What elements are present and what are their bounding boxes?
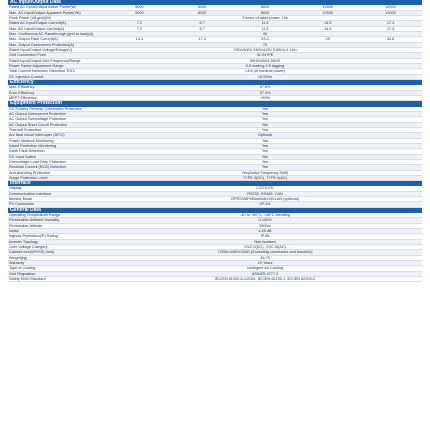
spec-values bbox=[108, 133, 422, 137]
spec-value-span: 0.8 leading-0.8 lagging bbox=[245, 63, 285, 68]
spec-label: Rated Input/Output Voltage/Range(V) bbox=[9, 47, 73, 52]
spec-value: 5000 bbox=[135, 10, 144, 15]
spec-label: AC Output Short Circuit Protection bbox=[9, 122, 67, 127]
spec-values bbox=[108, 176, 422, 180]
spec-label: Max. AC Input/Output Current(A) bbox=[9, 26, 65, 31]
spec-value-span: 45 bbox=[262, 31, 268, 36]
spec-value-span: Yes bbox=[261, 149, 269, 154]
spec-value-span: 10 Years bbox=[257, 261, 273, 266]
spec-label: PV Connection bbox=[9, 202, 35, 207]
spec-label: Rated AC Input/Output Active Power(W) bbox=[9, 5, 77, 10]
spec-values bbox=[108, 224, 422, 228]
spec-value: 6000 bbox=[197, 10, 207, 15]
spec-values bbox=[108, 202, 422, 206]
spec-value-span: 2 times of rated power, 10s bbox=[242, 15, 288, 20]
spec-value-span: 3L+N+PE bbox=[256, 53, 274, 58]
spec-value: 7.2 bbox=[136, 21, 143, 26]
spec-value-span: Yes bbox=[261, 127, 269, 132]
spec-values bbox=[108, 85, 422, 89]
spec-values bbox=[108, 165, 422, 169]
spec-values bbox=[108, 155, 422, 159]
spec-value: 34.8 bbox=[386, 37, 395, 42]
spec-value-span: OVC II(DC), OVC III(AC) bbox=[244, 245, 286, 250]
spec-value-span: 720W×440H×254D (Excluding connectors and brackets) bbox=[217, 250, 313, 255]
spec-label: Surge Protection Level bbox=[9, 175, 48, 180]
section-header: General Data bbox=[8, 208, 422, 213]
spec-value-span: 0-100% bbox=[258, 218, 272, 223]
spec-label: Earth Fault Detection bbox=[9, 149, 45, 154]
spec-value-span: Yes bbox=[261, 106, 269, 111]
spec-value-span: IP 65 bbox=[260, 234, 270, 239]
spec-label: Rated AC Input/Output Current(A) bbox=[9, 21, 66, 26]
spec-label: Power Network Monitoring bbox=[9, 138, 54, 143]
spec-label: Island Protection Monitoring bbox=[9, 143, 57, 148]
spec-values bbox=[108, 48, 422, 52]
spec-values bbox=[108, 256, 422, 260]
spec-values bbox=[108, 261, 422, 265]
spec-label: Thermal Protection bbox=[9, 127, 42, 132]
spec-values bbox=[108, 197, 422, 201]
spec-value: 12000 bbox=[385, 5, 396, 10]
spec-label: Peak Power (off-grid)(W) bbox=[9, 15, 51, 20]
spec-values bbox=[108, 27, 422, 31]
spec-values bbox=[108, 149, 422, 153]
section-header: Interface bbox=[8, 181, 422, 186]
spec-values bbox=[108, 266, 422, 270]
spec-label: Weight(kg) bbox=[9, 255, 28, 260]
spec-value: 8000 bbox=[260, 5, 270, 10]
spec-value: 8.7 bbox=[199, 21, 205, 26]
spec-label: MPPT Efficiency bbox=[9, 95, 37, 100]
spec-label: Display bbox=[9, 186, 22, 191]
spec-label: Warranty bbox=[9, 261, 25, 266]
spec-values bbox=[108, 123, 422, 127]
spec-value-span: RS232, RS485, CAN bbox=[247, 191, 283, 196]
spec-value: 5000 bbox=[135, 5, 144, 10]
spec-row bbox=[8, 277, 422, 282]
spec-value-span: 97.0% bbox=[259, 90, 271, 95]
spec-values bbox=[108, 229, 422, 233]
spec-label: Noise bbox=[9, 229, 19, 234]
spec-value-span: 39.75 bbox=[260, 255, 270, 260]
spec-values bbox=[108, 53, 422, 57]
spec-label: Monitor Mode bbox=[9, 197, 33, 202]
spec-label: Arc fault circuit interrupter (AFCI) bbox=[9, 133, 65, 138]
spec-value: 14.5 bbox=[324, 21, 332, 26]
spec-value: 10000 bbox=[322, 5, 334, 10]
spec-label: Residual Current (RCD) Detection bbox=[9, 165, 67, 170]
spec-value-span: <0.5%In bbox=[257, 74, 273, 79]
spec-label: DC Polarity Reverse Connection Protection bbox=[9, 106, 82, 111]
spec-value-span: Yes bbox=[261, 117, 269, 122]
spec-value: 12000 bbox=[385, 10, 396, 15]
spec-value-span: Optional bbox=[257, 133, 273, 138]
spec-values bbox=[108, 250, 422, 254]
spec-value: 7.2 bbox=[136, 26, 143, 31]
spec-value-span: TYPE II(DC), TYPE II(AC) bbox=[242, 175, 288, 180]
spec-value: 11.6 bbox=[261, 21, 269, 26]
spec-label: Max. Continuous AC Passthrough (grid to load)(A) bbox=[9, 31, 94, 36]
spec-label: Max. Output Fault Current(A) bbox=[9, 37, 58, 42]
spec-label: Euro Efficiency bbox=[9, 90, 35, 95]
spec-values bbox=[108, 64, 422, 68]
spec-label: Rated Input/Output Grid Frequency/Range bbox=[9, 58, 81, 63]
spec-values bbox=[108, 16, 422, 20]
spec-value-span: 50HZ/45HZ-55HZ bbox=[249, 58, 281, 63]
spec-values bbox=[108, 277, 422, 281]
spec-values bbox=[108, 171, 422, 175]
spec-value: 14.4 bbox=[135, 37, 144, 42]
spec-values bbox=[108, 107, 422, 111]
section-header: Efficiency bbox=[8, 80, 422, 85]
spec-value-span: Yes bbox=[261, 154, 269, 159]
spec-value-span: Yes bbox=[261, 159, 269, 164]
spec-values bbox=[108, 112, 422, 116]
spec-label: Anti-islanding Protection bbox=[9, 170, 50, 175]
spec-values bbox=[108, 139, 422, 143]
spec-values bbox=[108, 5, 422, 9]
spec-value: 17.4 bbox=[386, 21, 395, 26]
spec-label: Max. AC Input/Output Apparent Power(VA) bbox=[9, 10, 81, 15]
spec-value-span: Yes bbox=[261, 122, 269, 127]
spec-values bbox=[108, 160, 422, 164]
spec-label: Grid Connection Form bbox=[9, 53, 47, 58]
spec-label: Operating Temperature Range bbox=[9, 213, 61, 218]
spec-values bbox=[108, 69, 422, 73]
spec-value-span: Yes(Active Frequency Shift) bbox=[241, 170, 289, 175]
spec-label: AC Output Overcurrent Protection bbox=[9, 111, 66, 116]
spec-label: Power Factor Adjustment Range bbox=[9, 63, 64, 68]
spec-value-span: 230V/400V 240V/415V 0.85Un-1.1Un bbox=[233, 47, 297, 52]
spec-value: 29 bbox=[325, 37, 330, 42]
spec-value: 11.6 bbox=[261, 26, 269, 31]
spec-value-span: 97.6% bbox=[259, 85, 271, 90]
spec-values bbox=[108, 213, 422, 217]
spec-value-span: Yes bbox=[261, 143, 269, 148]
spec-values bbox=[108, 186, 422, 190]
spec-value-span: Non-isolated bbox=[254, 239, 276, 244]
spec-value: 17.4 bbox=[386, 26, 395, 31]
spec-values bbox=[108, 75, 422, 79]
spec-values bbox=[108, 96, 422, 100]
spec-values bbox=[108, 240, 422, 244]
spec-value-span: LCD+LED bbox=[256, 186, 274, 191]
spec-values bbox=[108, 272, 422, 276]
spec-value-span: <3% (of nominal power) bbox=[244, 69, 286, 74]
spec-label: AC Output Overvoltage Protection bbox=[9, 117, 67, 122]
section-header: AC Input/Output Data bbox=[8, 0, 422, 5]
spec-label: Safety EMC/Standard bbox=[9, 277, 46, 282]
spec-value-span: GPRS/WiFi/Bluetooth/4G/LAN (optional) bbox=[231, 197, 299, 202]
spec-value-span: AS/NZS 4777.2 bbox=[251, 271, 279, 276]
spec-values bbox=[108, 218, 422, 222]
spec-values bbox=[108, 128, 422, 132]
spec-label: Permissible Altitude bbox=[9, 223, 43, 228]
spec-label: DC Input Switch bbox=[9, 154, 37, 159]
spec-values bbox=[108, 43, 422, 47]
spec-label: Max. Output Overcurrent Protection(A) bbox=[9, 42, 74, 47]
spec-label: Inverter Topology bbox=[9, 239, 39, 244]
spec-value-span: 2000m bbox=[259, 223, 271, 228]
spec-values bbox=[108, 59, 422, 63]
spec-label: Max. Efficiency bbox=[9, 85, 35, 90]
spec-value-span: Intelligent Air Cooling bbox=[247, 266, 283, 271]
spec-value: 14.5 bbox=[324, 26, 332, 31]
spec-label: Permissible Ambient Humidity bbox=[9, 218, 60, 223]
spec-label: Communication Interface bbox=[9, 191, 52, 196]
spec-label: Grid Regulation bbox=[9, 271, 36, 276]
spec-value-span: IEC/EN 61000-6-1/2/3/4, IEC/EN 62109-1, IEC/EN 62109-2 bbox=[214, 277, 316, 282]
spec-sheet bbox=[8, 0, 422, 282]
spec-values bbox=[108, 11, 422, 15]
spec-value: 10000 bbox=[322, 10, 334, 15]
spec-value-span: VP-D4 bbox=[259, 202, 271, 207]
spec-value: 8.7 bbox=[199, 26, 205, 31]
spec-values bbox=[108, 144, 422, 148]
spec-label: Cabinet size(W*H*D) (mm) bbox=[9, 250, 55, 255]
spec-values bbox=[108, 117, 422, 121]
spec-values bbox=[108, 37, 422, 41]
spec-values bbox=[108, 32, 422, 36]
spec-values bbox=[108, 192, 422, 196]
spec-value: 6000 bbox=[197, 5, 207, 10]
spec-label: DC Injection Current bbox=[9, 74, 44, 79]
spec-values bbox=[108, 245, 422, 249]
spec-label: Ingress Protection(IP) Rating bbox=[9, 234, 58, 239]
section-header: Equipment Protection bbox=[8, 101, 422, 106]
spec-value-span: ≤ 55 dB bbox=[258, 229, 272, 234]
spec-values bbox=[108, 234, 422, 238]
spec-value-span: 70 bbox=[262, 42, 268, 47]
spec-value: 8000 bbox=[260, 10, 270, 15]
spec-value-span: Yes bbox=[261, 111, 269, 116]
spec-label: Overvoltage Load Drop Protection bbox=[9, 159, 67, 164]
spec-values bbox=[108, 91, 422, 95]
spec-label: Total Current Harmonic Distortion THDi bbox=[9, 69, 75, 74]
spec-value: 23.2 bbox=[261, 37, 269, 42]
spec-values bbox=[108, 21, 422, 25]
spec-value-span: -40 to +60°C, >45°C Derating bbox=[240, 213, 290, 218]
spec-value-span: >99% bbox=[260, 95, 270, 100]
spec-label: Type of Cooling bbox=[9, 266, 36, 271]
spec-label: Over Voltage Category bbox=[9, 245, 48, 250]
spec-value: 17.4 bbox=[198, 37, 206, 42]
spec-value-span: Yes bbox=[261, 165, 269, 170]
spec-value-span: Yes bbox=[261, 138, 269, 143]
